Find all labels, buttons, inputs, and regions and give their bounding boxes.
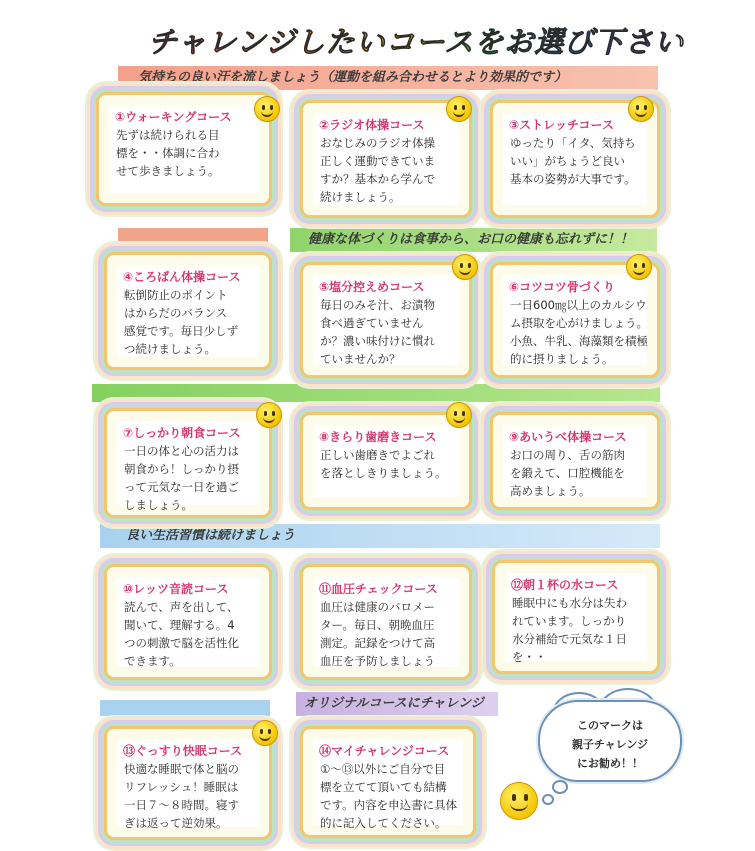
course-title: ⑦しっかり朝食コース: [123, 426, 241, 440]
course-card-breakfast[interactable]: [104, 408, 272, 518]
card-panel: [117, 265, 259, 357]
course-title: ⑩レッツ音読コース: [123, 582, 229, 596]
card-panel: [503, 275, 647, 365]
course-description: 転倒防止のポイント はからだのバランス 感覚です。毎日少しず つ続けましょう。: [124, 288, 239, 356]
course-card-good-sleep[interactable]: [104, 726, 272, 840]
course-title: ⑧きらり歯磨きコース: [319, 430, 437, 444]
bubble-tail: [552, 780, 568, 794]
smiley-face-icon: [446, 96, 472, 122]
course-card-blood-pressure[interactable]: [300, 564, 472, 680]
card-panel: [109, 105, 259, 193]
course-card-low-salt[interactable]: [300, 262, 472, 378]
course-title: ⑥コツコツ骨づくり: [509, 280, 615, 294]
smiley-face-icon: [626, 254, 652, 280]
card-panel: [117, 739, 259, 830]
course-title: ⑤塩分控えめコース: [319, 280, 425, 294]
course-description: 読んで、声を出して、 聞いて、理解する。4 つの刺激で脳を活性化 できます。: [124, 600, 239, 668]
course-title: ①ウォーキングコース: [115, 110, 232, 124]
card-panel: [117, 421, 259, 512]
banner-stripe-left-blue: [100, 700, 270, 716]
course-description: 正しい歯磨きでよごれ を落としきりましょう。: [320, 448, 447, 480]
card-panel: [117, 577, 259, 667]
course-description: 一日600㎎以上のカルシウ ム摂取を心がけましょう。 小魚、牛乳、海藻類を積極 的に摂りましょう。: [510, 298, 648, 366]
course-description: 一日の体と心の活力は 朝食から！しっかり摂 って元気な一日を過ご しましょう。: [124, 444, 239, 512]
banner-exercise: 気持ちの良い汗を流しましょう（運動を組み合わせるとより効果的です）: [118, 66, 658, 90]
course-title: ②ラジオ体操コース: [319, 118, 425, 132]
course-card-morning-water[interactable]: [492, 560, 660, 674]
course-title: ④ころばん体操コース: [123, 270, 241, 284]
course-title: ⑭マイチャレンジコース: [319, 744, 450, 758]
banner-divider-green: [92, 384, 660, 402]
smiley-face-icon: [500, 782, 538, 820]
course-description: おなじみのラジオ体操 正しく運動できていま すか？基本から学んで 続けましょう。: [320, 136, 435, 204]
smiley-face-icon: [452, 254, 478, 280]
course-card-my-challenge[interactable]: [300, 726, 476, 838]
course-description: ①～⑬以外にご自分で目 標を立てて頂いても結構 です。内容を申込書に具体 的に記入してください。: [320, 762, 458, 830]
parent-child-note-bubble: [538, 700, 682, 782]
card-panel: [505, 573, 647, 664]
course-description: 睡眠中にも水分は失わ れています。しっかり 水分補給で元気な１日 を・・: [512, 596, 627, 664]
note-text: このマークは 親子チャレンジ にお勧め！！: [571, 719, 649, 770]
page-title: チャレンジしたいコースをお選び下さい: [148, 20, 668, 60]
course-card-radio-exercise[interactable]: [300, 100, 472, 218]
bubble-tail: [542, 794, 554, 805]
smiley-face-icon: [254, 96, 280, 122]
course-description: 毎日のみそ汁、お漬物 食べ過ぎていません か？濃い味付けに慣れ ていませんか？: [320, 298, 435, 366]
course-description: 先ずは続けられる目 標を・・体調に合わ せて歩きましょう。: [116, 128, 220, 178]
course-card-aiube-exercise[interactable]: [490, 412, 660, 510]
course-title: ⑬ぐっすり快眠コース: [123, 744, 243, 758]
course-title: ⑨あいうべ体操コース: [509, 430, 627, 444]
banner-stripe-left: [118, 228, 268, 244]
course-description: お口の周り、舌の筋肉 を鍛えて、口腔機能を 高めましょう。: [510, 448, 625, 498]
card-panel: [313, 113, 459, 205]
course-description: 快適な睡眠で体と脳の リフレッシュ！睡眠は 一日７～８時間。寝す ぎは返って逆効果。: [124, 762, 239, 830]
card-panel: [313, 739, 463, 830]
card-panel: [503, 113, 647, 205]
banner-diet: 健康な体づくりは食事から、お口の健康も忘れずに！！: [290, 228, 657, 252]
banner-habits: 良い生活習慣は続けましょう: [100, 524, 660, 548]
card-panel: [503, 425, 647, 497]
smiley-face-icon: [256, 402, 282, 428]
course-description: 血圧は健康のバロメー ター。毎日、朝晩血圧 測定。記録をつけて高 血圧を予防しましょう: [320, 600, 435, 668]
smiley-face-icon: [628, 96, 654, 122]
card-panel: [313, 275, 459, 365]
card-panel: [313, 577, 459, 667]
smiley-face-icon: [446, 402, 472, 428]
course-title: ⑪血圧チェックコース: [319, 582, 438, 596]
course-card-fall-prevention[interactable]: [104, 252, 272, 370]
course-title: ③ストレッチコース: [509, 118, 614, 132]
card-panel: [313, 425, 459, 497]
smiley-face-icon: [252, 720, 278, 746]
course-title: ⑫朝１杯の水コース: [511, 578, 619, 592]
banner-original: オリジナルコースにチャレンジ: [296, 692, 498, 716]
course-card-walking[interactable]: [96, 92, 272, 206]
course-description: ゆったり「イタ、気持ち いい」がちょうど良い 基本の姿勢が大事です。: [510, 136, 636, 186]
course-card-tooth-brushing[interactable]: [300, 412, 472, 510]
course-card-reading-aloud[interactable]: [104, 564, 272, 680]
